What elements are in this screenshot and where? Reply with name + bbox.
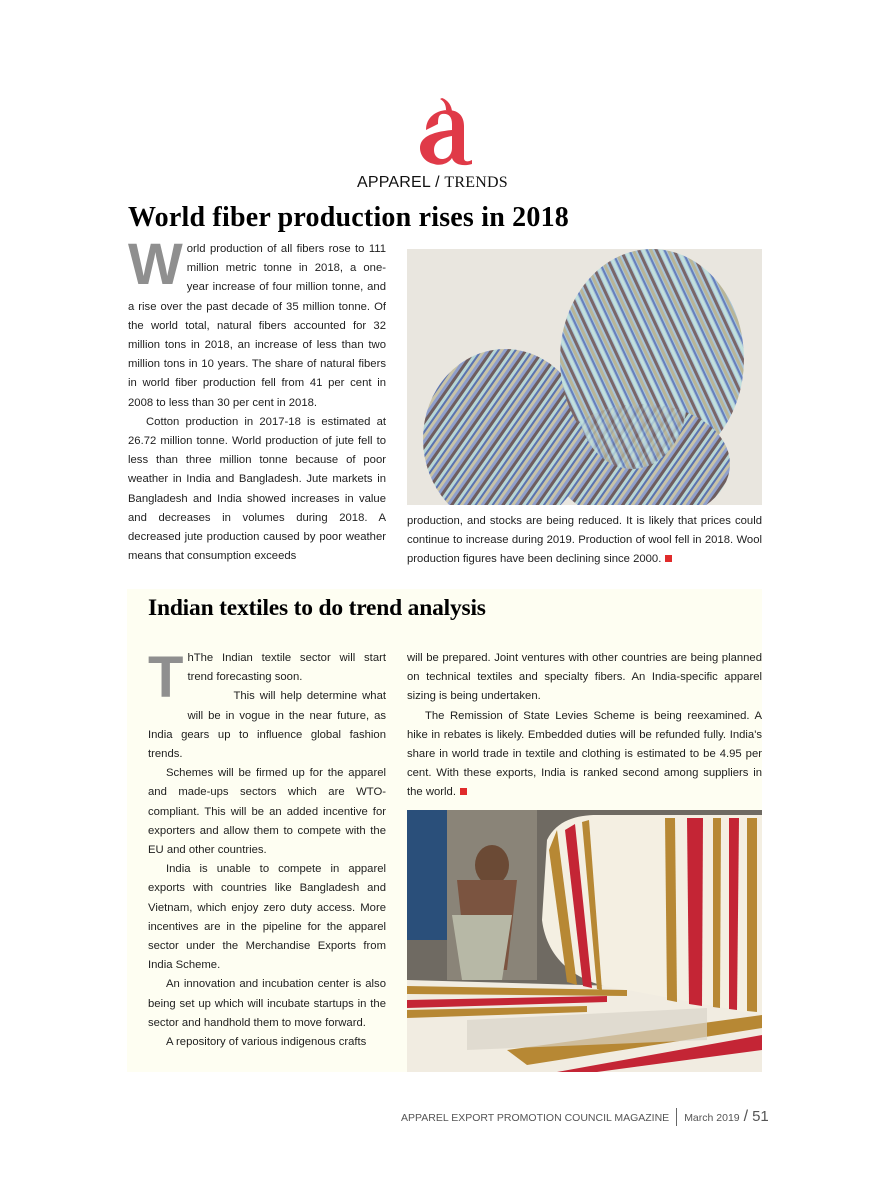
- yarn-skeins-photo: [407, 249, 762, 505]
- article1-paragraph: World production of all fibers rose to 111 million metric tonne in 2018, a one- year increase of four million tonne, and a rise over the past decade of 35 million tonne. Of the world total, natural fibers accounted for 32 million tons in 2018, an increase of less than two million tons in 10 years. The share of natural fibers in world fiber production fell from 41 per cent in 2008 to less than 30 per cent in 2018.: [128, 240, 386, 409]
- yarn-image-graphic: [407, 249, 762, 505]
- article2-paragraph: A repository of various indigenous crafts: [166, 1036, 367, 1049]
- article2-paragraph: ThThe Indian textile sector will start trend forecasting soon.: [148, 645, 386, 710]
- footer-slash: /: [743, 1108, 749, 1125]
- article1-column-right: [407, 512, 762, 570]
- article2-dropcap: T: [148, 645, 184, 710]
- article2-paragraph: An innovation and incubation center is also being set up which will incubate startups in the sector and handhold them to move forward.: [148, 978, 386, 1029]
- article1-title: World fiber production rises in 2018: [128, 202, 569, 233]
- loom-image-graphic: [407, 810, 762, 1072]
- article2-column-left: [148, 645, 386, 1052]
- article1-paragraph: production, and stocks are being reduced. It is likely that prices could continue to increase during 2019. Production of wool fell in 2018. Wool production figures have been declining since 2000.: [407, 515, 762, 566]
- article2-paragraph: This will help determine what will be in vogue in the near future, as India gears up to influence global fashion trends.: [148, 690, 386, 761]
- section-separator: /: [435, 174, 440, 191]
- footer-divider: [676, 1108, 677, 1126]
- page-footer: [401, 1108, 769, 1126]
- section-subcategory: TRENDS: [444, 174, 508, 191]
- end-of-article-icon: [460, 788, 467, 795]
- article1-paragraph: Cotton production in 2017-18 is estimated at 26.72 million tonne. World production of jute fell to less than three million tonne because of poor weather in India and Bangladesh. Jute markets in Bangladesh and India showed increases in value and decreases in volumes during 2018. A decreased jute production caused by poor weather means that consumption exceeds: [128, 415, 386, 563]
- page-number: 51: [752, 1108, 769, 1125]
- article2-paragraph: The Remission of State Levies Scheme is being reexamined. A hike in rebates is likely. Embedded duties will be refunded fully. India's share in world trade in textile and clothing is estimated to be 4.95 per cent. With these exports, India is ranked second among suppliers in the world.: [407, 709, 762, 799]
- article2-paragraph: India is unable to compete in apparel exports with countries like Bangladesh and Vietnam, which enjoy zero duty access. More incentives are in the pipeline for the apparel sector under the Merchandise Exports from India Scheme.: [148, 863, 386, 972]
- section-category: APPAREL: [357, 174, 431, 191]
- article2-column-right: [407, 649, 762, 803]
- article1-dropcap: W: [128, 240, 183, 297]
- article2-paragraph: Schemes will be firmed up for the apparel and made-ups sectors which are WTO-compliant. This will be an added incentive for exporters and allow them to compete with the EU and other countries.: [148, 767, 386, 857]
- article2-paragraph: will be prepared. Joint ventures with other countries are being planned on technical textiles and specialty fibers. An India-specific apparel sizing is being undertaken.: [407, 652, 762, 703]
- footer-issue: March 2019: [684, 1112, 740, 1124]
- magazine-logo-icon: [412, 96, 476, 166]
- footer-publication: APPAREL EXPORT PROMOTION COUNCIL MAGAZINE: [401, 1112, 670, 1124]
- loom-weaving-photo: [407, 810, 762, 1072]
- article1-column-left: [128, 240, 386, 570]
- end-of-article-icon: [665, 555, 672, 562]
- section-label: [357, 174, 508, 192]
- article2-title: Indian textiles to do trend analysis: [148, 595, 486, 621]
